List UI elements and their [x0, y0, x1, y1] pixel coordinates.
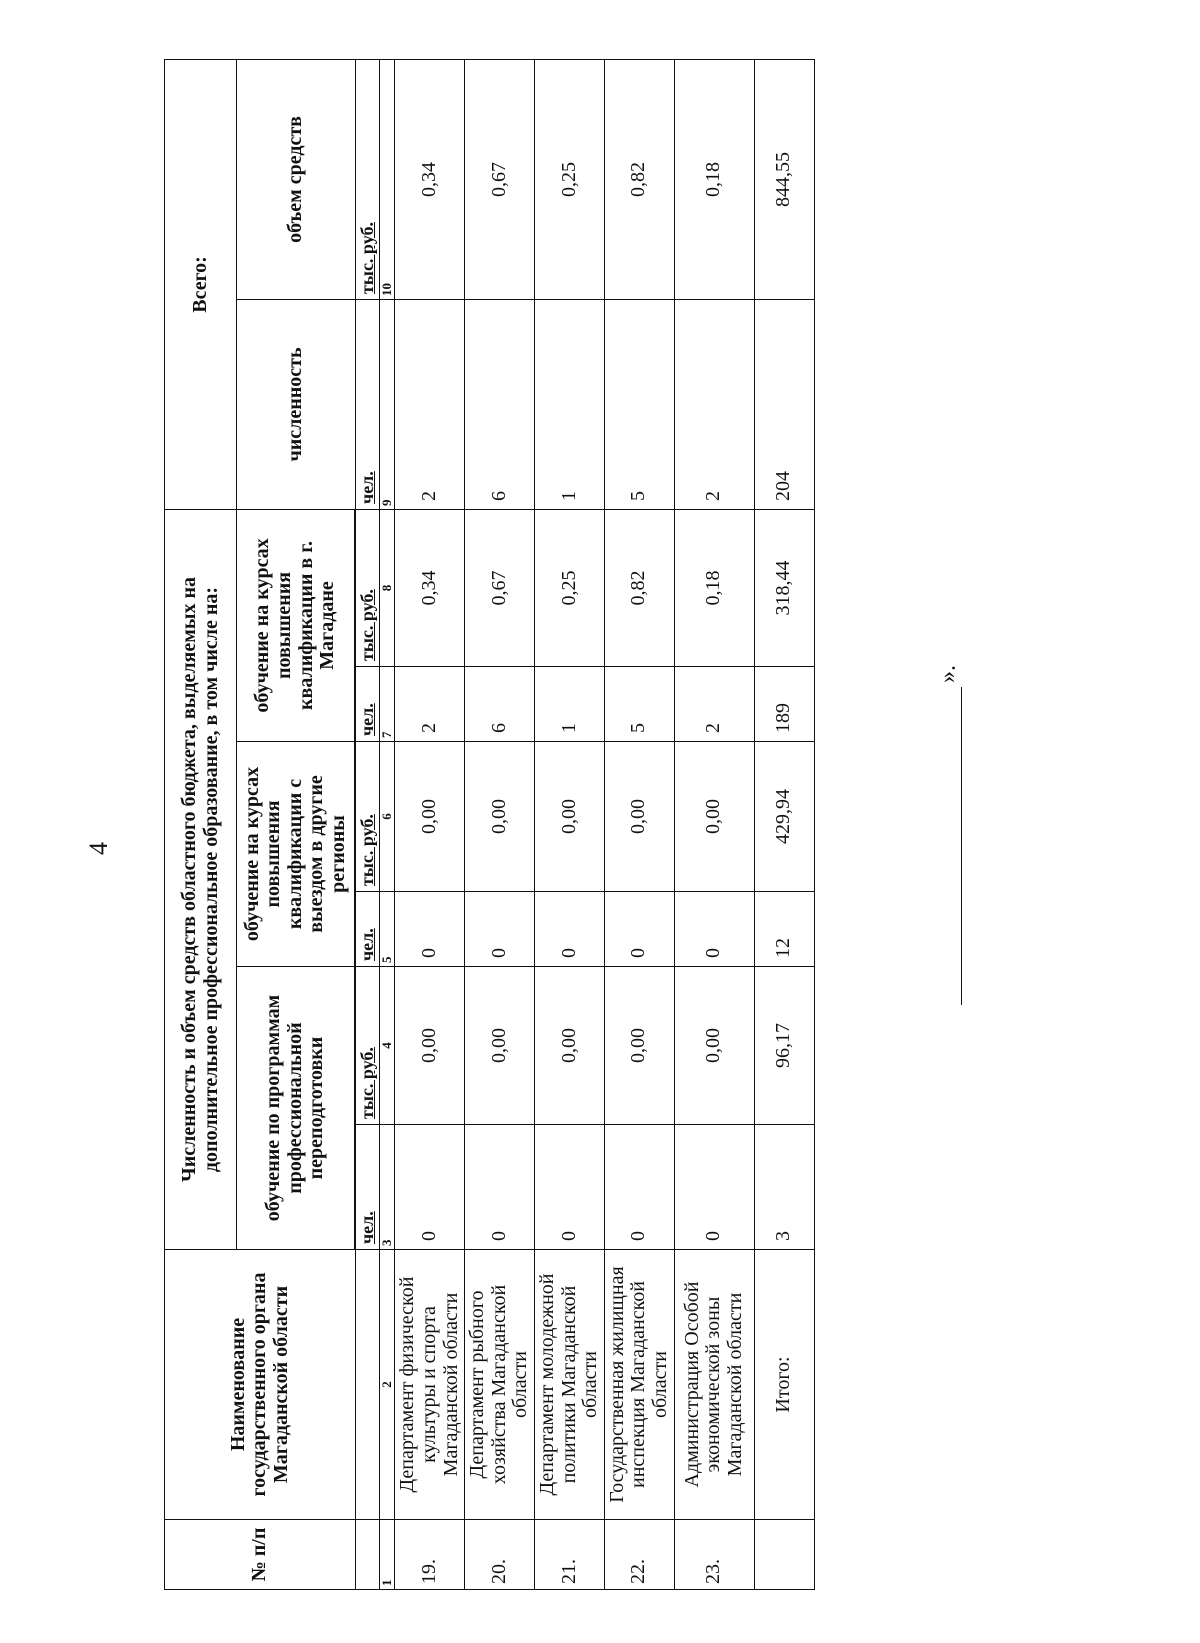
row-name: Департамент молодежной политики Магаданской области [535, 1250, 605, 1520]
total-row [754, 59, 814, 1589]
cell: 0,25 [535, 509, 605, 666]
cell: 5 [604, 667, 674, 742]
cell: 0,00 [395, 967, 465, 1125]
table-row [535, 59, 605, 1589]
col-number: 8 [380, 509, 395, 666]
cell: 0,82 [604, 59, 674, 299]
cell: 0,34 [395, 509, 465, 666]
total-cell: 189 [754, 667, 814, 742]
cell: 0,00 [604, 742, 674, 892]
unit-people-5: чел. [356, 892, 380, 967]
cell: 0 [395, 892, 465, 967]
table-row [674, 59, 754, 1589]
unit-money-10: тыс. руб. [356, 59, 380, 299]
cell: 6 [465, 667, 535, 742]
cell: 0,34 [395, 59, 465, 299]
col-number: 2 [380, 1250, 395, 1520]
row-index: 20. [465, 1520, 535, 1590]
header-sub2: обучение на курсах повышения квалификации с выездом в другие регионы [237, 742, 355, 967]
cell: 0,00 [465, 967, 535, 1125]
header-sub1: обучение по программам профессиональной переподготовки [237, 967, 355, 1250]
closing-quote: ». [935, 665, 961, 683]
cell: 2 [674, 299, 754, 509]
unit-people-7: чел. [356, 667, 380, 742]
cell: 0 [674, 892, 754, 967]
cell: 0,00 [604, 967, 674, 1125]
total-cell: 429,94 [754, 742, 814, 892]
total-cell: 3 [754, 1125, 814, 1250]
total-idx-empty [754, 1520, 814, 1590]
col-number: 4 [380, 967, 395, 1125]
cell: 2 [674, 667, 754, 742]
cell: 0 [395, 1125, 465, 1250]
closing-line [939, 687, 962, 1005]
col-number: 9 [380, 299, 395, 509]
cell: 0,00 [535, 967, 605, 1125]
col-number: 10 [380, 59, 395, 299]
row-index: 19. [395, 1520, 465, 1590]
cell: 0 [604, 1125, 674, 1250]
header-total: Всего: [165, 59, 237, 509]
col-number: 3 [380, 1125, 395, 1250]
header-total-volume: объем средств [237, 59, 356, 299]
page-number: 4 [84, 842, 113, 855]
cell: 0,67 [465, 509, 535, 666]
total-label: Итого: [754, 1250, 814, 1520]
row-index: 21. [535, 1520, 605, 1590]
unit-money-8: тыс. руб. [356, 509, 380, 666]
col-number: 6 [380, 742, 395, 892]
cell: 0,18 [674, 509, 754, 666]
unit-people-3: чел. [356, 1125, 380, 1250]
cell: 0,00 [465, 742, 535, 892]
header-group: Численность и объем средств областного бюджета, выделяемых на дополнительное профессиональное образование, в том числе на: [165, 509, 237, 1249]
cell: 0,82 [604, 509, 674, 666]
total-cell: 204 [754, 299, 814, 509]
table-row [465, 59, 535, 1589]
cell: 6 [465, 299, 535, 509]
row-name: Департамент физической культуры и спорта Магаданской области [395, 1250, 465, 1520]
cell: 0,18 [674, 59, 754, 299]
col-number: 5 [380, 892, 395, 967]
cell: 1 [535, 299, 605, 509]
cell: 0,00 [674, 742, 754, 892]
cell: 0 [535, 892, 605, 967]
cell: 0,00 [395, 742, 465, 892]
cell: 0 [465, 892, 535, 967]
cell: 0,00 [535, 742, 605, 892]
unit-money-6: тыс. руб. [356, 742, 380, 892]
col-number: 1 [380, 1520, 395, 1590]
cell: 0,25 [535, 59, 605, 299]
cell: 5 [604, 299, 674, 509]
rotated-table-container [164, 60, 814, 1590]
closing-mark [935, 665, 962, 1005]
cell: 0,67 [465, 59, 535, 299]
row-name: Администрация Особой экономической зоны Магаданской области [674, 1250, 754, 1520]
cell: 2 [395, 667, 465, 742]
cell: 0 [604, 892, 674, 967]
header-name: Наименование государственного органа Магаданской области [165, 1250, 356, 1520]
unit-people-9: чел. [356, 299, 380, 509]
cell: 0 [674, 1125, 754, 1250]
unit-money-4: тыс. руб. [356, 967, 380, 1125]
education-table [164, 59, 815, 1590]
col-number: 7 [380, 667, 395, 742]
table-row [395, 59, 465, 1589]
total-cell: 844,55 [754, 59, 814, 299]
row-index: 23. [674, 1520, 754, 1590]
header-sub3: обучение на курсах повышения квалификации в г. Магадане [237, 509, 355, 741]
cell: 1 [535, 667, 605, 742]
cell: 0 [465, 1125, 535, 1250]
row-name: Департамент рыбного хозяйства Магаданской области [465, 1250, 535, 1520]
header-total-count: численность [237, 299, 356, 509]
row-name: Государственная жилищная инспекция Магаданской области [604, 1250, 674, 1520]
cell: 0 [535, 1125, 605, 1250]
total-cell: 318,44 [754, 509, 814, 666]
total-cell: 96,17 [754, 967, 814, 1125]
header-num: № п/п [165, 1520, 356, 1590]
table-row [604, 59, 674, 1589]
cell: 0,00 [674, 967, 754, 1125]
row-index: 22. [604, 1520, 674, 1590]
cell: 2 [395, 299, 465, 509]
total-cell: 12 [754, 892, 814, 967]
